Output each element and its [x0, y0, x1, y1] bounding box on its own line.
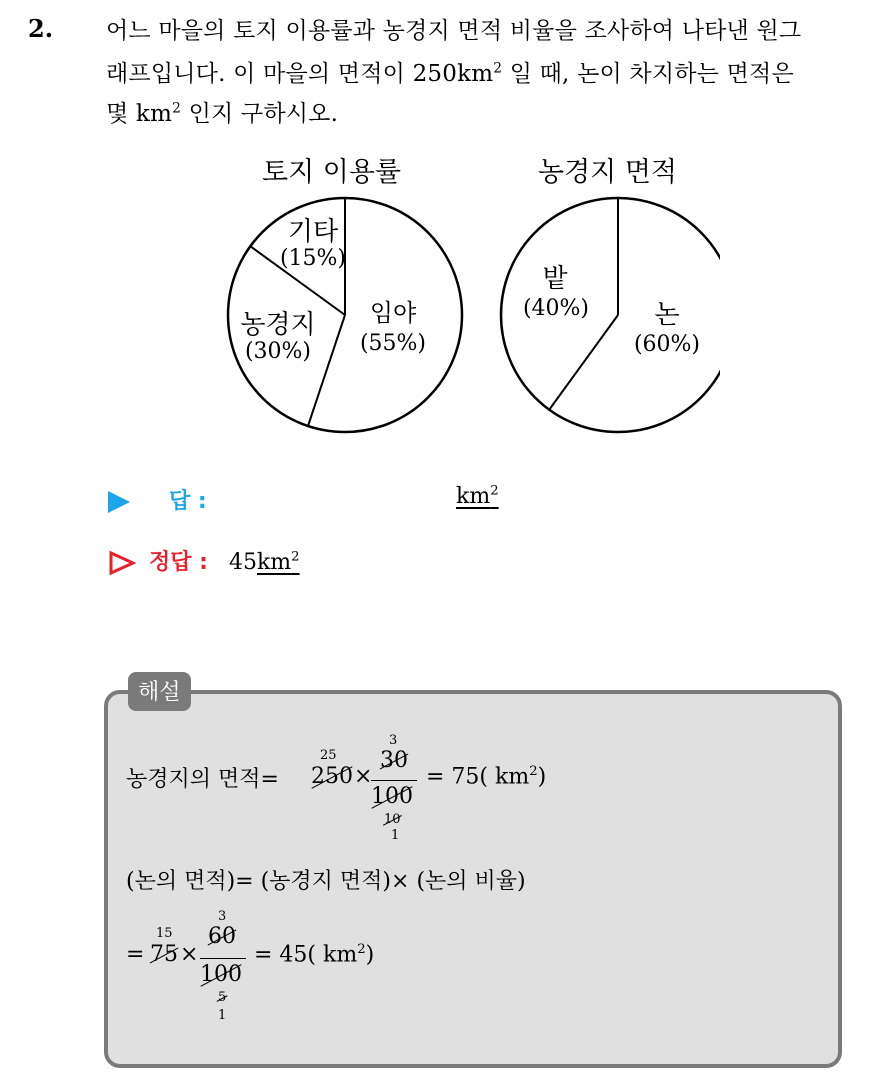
denominator-100: 100	[371, 784, 413, 809]
land-use-title: 토지 이용률	[262, 157, 401, 188]
other-pct: (15%)	[279, 246, 347, 271]
cancel-small-15: 15	[156, 926, 173, 941]
result-75: = 75( $km^2$)	[426, 764, 547, 790]
farmland-pct: (30%)	[244, 339, 312, 364]
question-line-3: 몇 $km^2$ 인지 구하시오.	[106, 100, 339, 127]
cancel-250: 250	[311, 764, 353, 789]
result-45: = 45( $km^2$)	[254, 942, 375, 968]
cancel-small-1b: 1	[218, 1008, 227, 1023]
farmland-label: 농경지	[240, 310, 316, 340]
cancel-small-3b: 3	[218, 909, 227, 924]
cancel-small-10: 10	[384, 812, 401, 827]
answer-blank[interactable]: $km^2$	[456, 484, 499, 510]
outline-arrow-icon	[108, 551, 136, 575]
numerator-60: 60	[208, 924, 236, 949]
fraction-bar-1	[371, 780, 417, 781]
cancel-small-25: 25	[320, 748, 337, 763]
cancel-75: 75	[150, 942, 178, 967]
field-pct: (40%)	[522, 296, 590, 321]
farm-area-pie	[501, 198, 720, 432]
answer-row	[108, 484, 207, 515]
land-use-pie	[228, 198, 462, 432]
play-arrow-icon	[108, 491, 130, 513]
correct-label: 정답 :	[149, 550, 208, 575]
fraction-bar-2	[200, 958, 246, 959]
question-number: 2.	[28, 14, 54, 43]
cancel-small-1: 1	[391, 828, 400, 843]
correct-unit: $km^2$	[256, 549, 300, 575]
cancel-small-5: 5	[218, 990, 227, 1005]
answer-label: 답 :	[169, 489, 207, 514]
cancel-small-3: 3	[389, 733, 398, 748]
correct-value: 45	[228, 550, 257, 575]
denominator-100b: 100	[200, 962, 242, 987]
correct-answer-row	[108, 545, 300, 576]
field-label: 밭	[542, 264, 568, 294]
question-line-1: 어느 마을의 토지 이용률과 농경지 면적 비율을 조사하여 나타낸 원그	[106, 18, 802, 44]
solution-line-2: (논의 면적)= (농경지 면적)× (논의 비율)	[126, 869, 526, 894]
pie-charts	[220, 145, 720, 440]
solution-tag: 해설	[128, 672, 191, 711]
times-sign-2: ×	[180, 942, 199, 967]
forest-label: 임야	[369, 299, 417, 327]
solution-line-1: 농경지의 면적=	[126, 767, 279, 792]
rice-paddy-label: 논	[654, 300, 680, 330]
rice-paddy-pct: (60%)	[633, 332, 701, 357]
other-label: 기타	[287, 217, 339, 247]
times-sign-1: ×	[354, 764, 373, 789]
numerator-30: 30	[380, 748, 408, 773]
question-line-2: 래프입니다. 이 마을의 면적이 $250km^2$ 일 때, 논이 차지하는 면적은	[106, 60, 794, 87]
forest-pct: (55%)	[359, 331, 427, 356]
solution-line-3: =	[126, 942, 145, 967]
farm-area-title: 농경지 면적	[538, 157, 677, 188]
